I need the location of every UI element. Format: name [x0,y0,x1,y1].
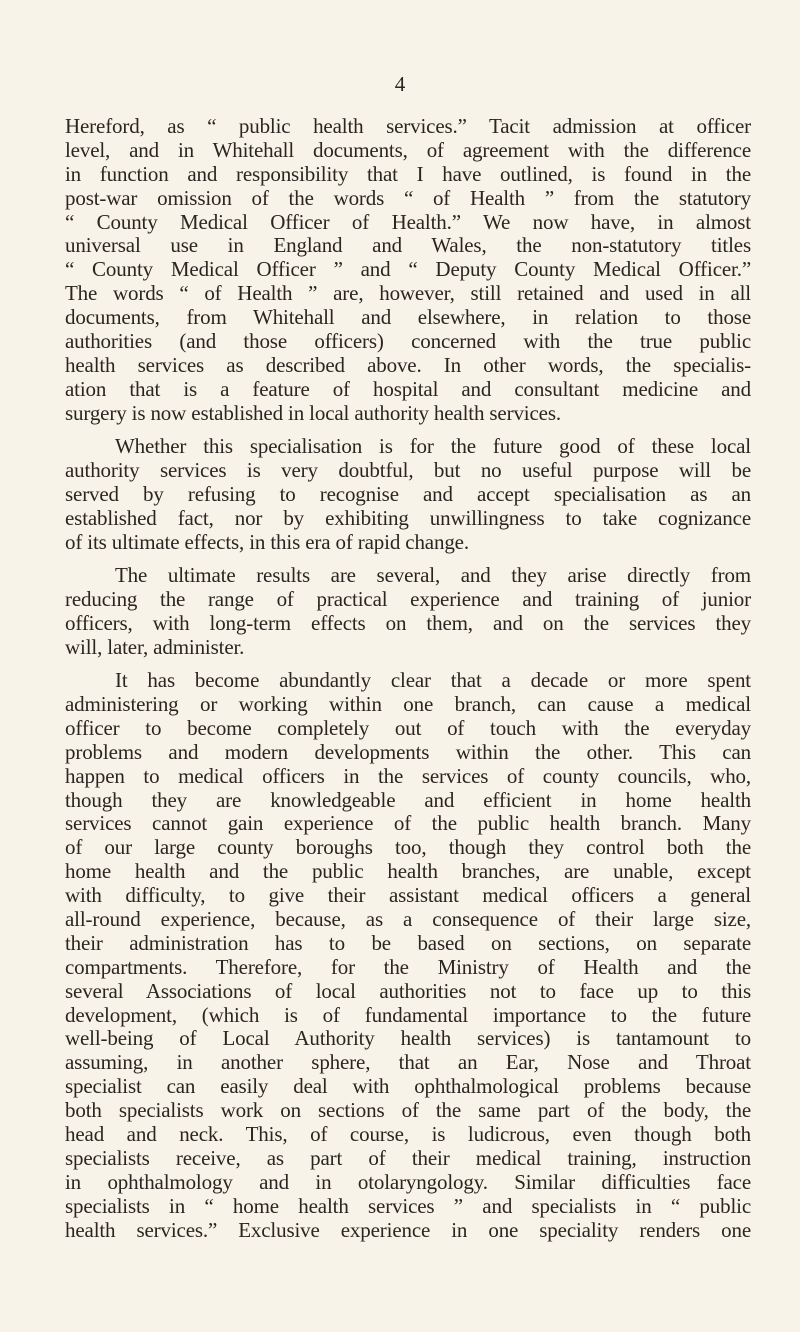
paragraph [65,669,751,1242]
text-line: The words “ of Health ” are, however, still retained and used in all [65,281,751,306]
text-line: administering or working within one branch, can cause a medical [65,691,751,716]
text-line: health services as described above. In other words, the specialis- [65,352,751,377]
text-line: It has become abundantly clear that a decade or more spent [115,668,751,693]
page-number: 4 [394,72,406,96]
text-line: happen to medical officers in the services of county councils, who, [65,763,751,788]
text-line: of its ultimate effects, in this era of rapid change. [65,529,469,554]
text-line: problems and modern developments within the other. This can [65,739,751,764]
text-line: “ County Medical Officer of Health.” We now have, in almost [65,209,751,234]
text-line: officer to become completely out of touch with the everyday [65,715,751,740]
text-line: services cannot gain experience of the public health branch. Many [65,811,751,836]
paragraph [65,115,751,426]
text-line: both specialists work on sections of the same part of the body, the [65,1098,751,1123]
text-line: with difficulty, to give their assistant medical officers a general [65,883,751,908]
text-line: level, and in Whitehall documents, of agreement with the difference [65,137,751,162]
text-line: officers, with long-term effects on them, and on the services they [65,610,751,635]
text-line: surgery is now established in local authority health services. [65,400,561,425]
text-line: established fact, nor by exhibiting unwillingness to take cognizance [65,505,751,530]
text-line: of our large county boroughs too, though they control both the [65,835,751,860]
text-line: served by refusing to recognise and accept specialisation as an [65,481,751,506]
text-line: authorities (and those officers) concerned with the true public [65,329,751,354]
text-line: The ultimate results are several, and they arise directly from [115,563,751,588]
text-line: will, later, administer. [65,634,245,659]
text-line: in function and responsibility that I have outlined, is found in the [65,161,751,186]
text-line: Whether this specialisation is for the future good of these local [115,434,751,459]
text-line: documents, from Whitehall and elsewhere, in relation to those [65,305,751,330]
text-line: health services.” Exclusive experience in one speciality renders one [65,1217,751,1242]
text-line: several Associations of local authorities not to face up to this [65,978,751,1003]
text-line: universal use in England and Wales, the non-statutory titles [65,233,751,258]
text-line: specialists receive, as part of their medical training, instruction [65,1145,751,1170]
text-line: well-being of Local Authority health services) is tantamount to [65,1026,751,1051]
paragraph [65,564,751,660]
text-line: their administration has to be based on sections, on separate [65,930,751,955]
body-text [65,115,751,1252]
paragraph [65,435,751,554]
text-line: compartments. Therefore, for the Ministry of Health and the [65,954,751,979]
text-line: ation that is a feature of hospital and consultant medicine and [65,376,751,401]
text-line: specialists in “ home health services ” and specialists in “ public [65,1193,751,1218]
text-line: “ County Medical Officer ” and “ Deputy County Medical Officer.” [65,257,751,282]
text-line: Hereford, as “ public health services.” Tacit admission at officer [65,114,751,138]
text-line: development, (which is of fundamental importance to the future [65,1002,751,1027]
text-line: all-round experience, because, as a consequence of their large size, [65,907,751,931]
text-line: post-war omission of the words “ of Health ” from the statutory [65,185,751,210]
text-line: reducing the range of practical experience and training of junior [65,586,751,611]
text-line: specialist can easily deal with ophthalmological problems because [65,1074,751,1099]
text-line: authority services is very doubtful, but no useful purpose will be [65,457,751,482]
text-line: head and neck. This, of course, is ludicrous, even though both [65,1122,751,1147]
text-line: in ophthalmology and in otolaryngology. Similar difficulties face [65,1169,751,1194]
text-line: assuming, in another sphere, that an Ear, Nose and Throat [65,1050,751,1075]
text-line: home health and the public health branches, are unable, except [65,859,751,884]
text-line: though they are knowledgeable and efficient in home health [65,787,751,812]
